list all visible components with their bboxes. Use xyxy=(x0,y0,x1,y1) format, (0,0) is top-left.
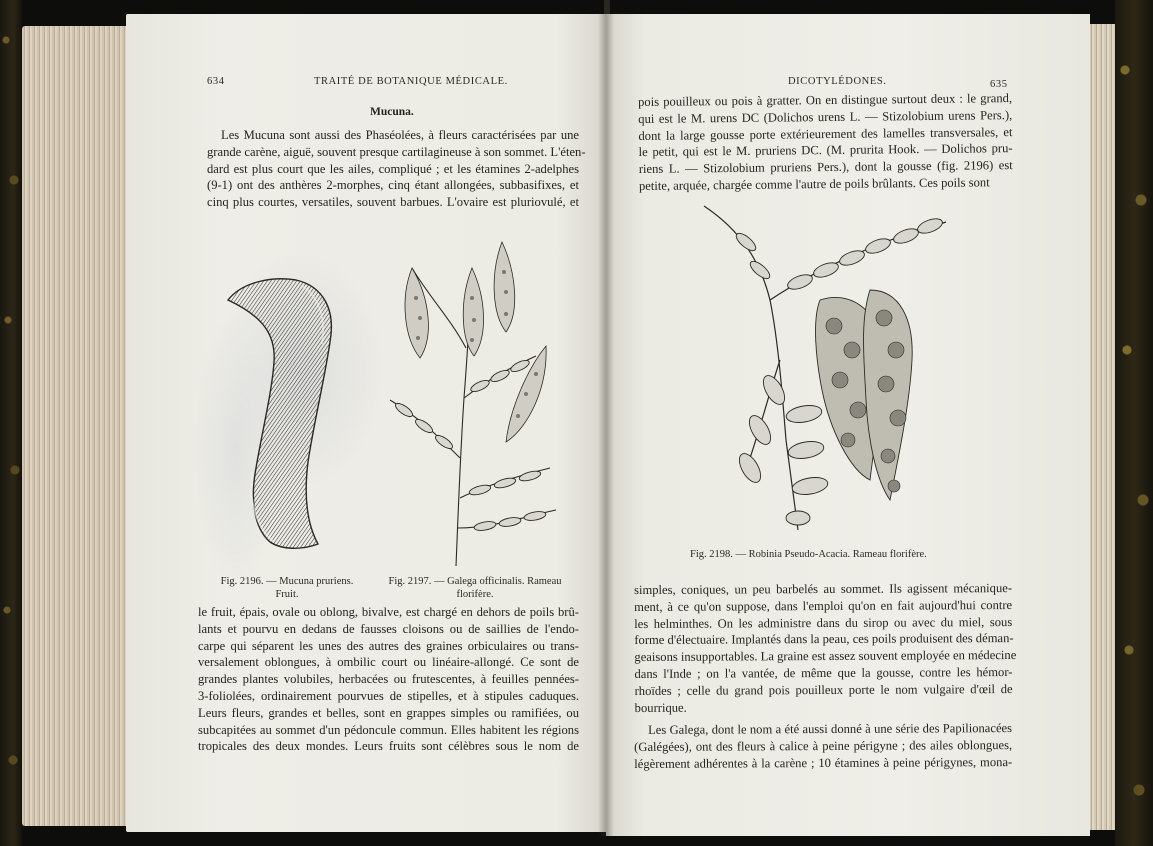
text-line: petite, arquée, chargée comme l'autre de poils brûlants. Ces poils sont xyxy=(638,175,990,193)
text-line: Les Galega, dont le nom a été aussi donné à une série des Papilionacées xyxy=(648,721,1013,737)
text-line: geaisons insupportables. La graine est assez souvent employée en médecine xyxy=(634,648,1017,665)
text-line: subcapitées au sommet d'un pédoncule commun. Elles habitent les régions xyxy=(198,722,579,737)
figure-2197-galega-branch xyxy=(360,228,565,568)
text-line: dard est plus court que les ailes, compliqué ; et les étamines 2-adelphes xyxy=(207,161,579,176)
text-line: lants et pourvu en dedans de fausses cloisons ou de saillies de l'endo- xyxy=(198,621,579,636)
left-paragraph-top xyxy=(207,127,586,211)
text-line: grande carène, aiguë, souvent presque cartilagineuse à son sommet. L'éten- xyxy=(207,144,586,159)
text-line: forme d'électuaire. Implantés dans la peau, ces poils produisent des déman- xyxy=(634,631,1014,648)
figure-2197-caption xyxy=(370,575,580,601)
figure-2198-robinia-branch xyxy=(700,200,950,540)
text-line: qui est le M. urens DC (Dolichos urens L. — Stizolobium urens Pers.), xyxy=(638,107,1013,126)
text-line: simples, coniques, un peu barbelés au sommet. Ils agissent mécanique- xyxy=(634,581,1013,597)
text-line: légèrement adhérentes à la carène ; 10 étamines à peine périgynes, mona- xyxy=(634,754,1013,771)
text-line: (Galégées), ont des fleurs à calice à peine périgyne ; des ailes oblongues, xyxy=(634,737,1013,754)
text-line: rhoïdes ; celle du grand pois pouilleux porte le nom vulgaire d'œil de xyxy=(634,681,1013,698)
text-line: dans l'Inde ; on l'a vantée, de même que la gousse, contre les hémor- xyxy=(634,665,1013,681)
text-line: bourrique. xyxy=(634,700,687,715)
right-paragraph-mid xyxy=(634,580,1017,716)
text-line: le petit, qui est le M. pruriens DC. (M. prurita Hook. — Dolichos pru- xyxy=(638,141,1013,160)
figure-2196-caption xyxy=(212,575,362,601)
left-paragraph-bottom xyxy=(198,604,579,755)
text-line: ment, à ce qu'on suppose, dans l'emploi qu'on en fait aujourd'hui contre xyxy=(634,597,1013,614)
text-line: 3-foliolées, ordinairement pourvues de stipelles, et à stipules caduques. xyxy=(198,688,579,703)
text-line: (9-1) ont des anthères 2-morphes, cinq étant allongées, subbasifixes, et xyxy=(207,178,579,193)
figure-2196-mucuna-pod xyxy=(222,272,348,554)
right-paragraph-bottom xyxy=(634,720,1012,772)
caption-text: Fig. 2197. — Galega officinalis. Rameau xyxy=(388,576,562,587)
text-line: tropicales des deux mondes. Leurs fruits sont célèbres sous le nom de xyxy=(198,739,579,754)
right-paragraph-top xyxy=(638,90,1013,195)
section-title: Mucuna. xyxy=(370,106,414,118)
text-line: le fruit, épais, ovale ou oblong, bivalve, est chargé en dehors de poils brû- xyxy=(198,605,579,619)
left-page-number: 634 xyxy=(207,76,225,87)
text-line: carpe qui séparent les unes des autres des graines orbiculaires ou trans- xyxy=(198,638,579,653)
figure-2198-caption: Fig. 2198. — Robinia Pseudo-Acacia. Rameau florifère. xyxy=(690,549,927,560)
right-page-number: 635 xyxy=(990,79,1008,90)
caption-subtext: florifère. xyxy=(456,589,494,600)
text-line: Les Mucuna sont aussi des Phaséolées, à fleurs caractérisées par une xyxy=(221,128,579,142)
text-line: riens L. — Stizolobium pruriens Pers.), dont la gousse (fig. 2196) est xyxy=(638,158,1013,177)
left-running-head: TRAITÉ DE BOTANIQUE MÉDICALE. xyxy=(314,76,508,87)
book-cover-right xyxy=(1115,0,1153,846)
text-line: versalement oblongues, à ombilic court ou linéaire-allongé. Ce sont de xyxy=(198,655,579,670)
text-line: pois pouilleux ou pois à gratter. On en distingue surtout deux : le grand, xyxy=(638,91,1013,109)
text-line: cinq plus courtes, versatiles, souvent barbues. L'ovaire est pluriovulé, et xyxy=(207,195,579,210)
text-line: Leurs fleurs, grandes et belles, sont en grappes simples ou ramifiées, ou xyxy=(198,705,579,720)
right-running-head: DICOTYLÉDONES. xyxy=(788,76,887,87)
book-gutter xyxy=(598,14,614,836)
spine xyxy=(604,0,610,14)
book-cover-left xyxy=(0,0,22,846)
text-line: grandes plantes volubiles, herbacées ou frutescentes, à feuilles pennées- xyxy=(198,672,579,687)
caption-text: Fig. 2196. — Mucuna pruriens. xyxy=(220,576,354,587)
page-stack-right xyxy=(1089,24,1115,830)
text-line: les helminthes. On les administre dans du sirop ou avec du miel, sous xyxy=(634,614,1013,631)
caption-subtext: Fruit. xyxy=(275,589,299,600)
page-stack-left xyxy=(22,26,130,826)
text-line: dont la large gousse porte extérieurement des lamelles transversales, et xyxy=(638,124,1013,143)
